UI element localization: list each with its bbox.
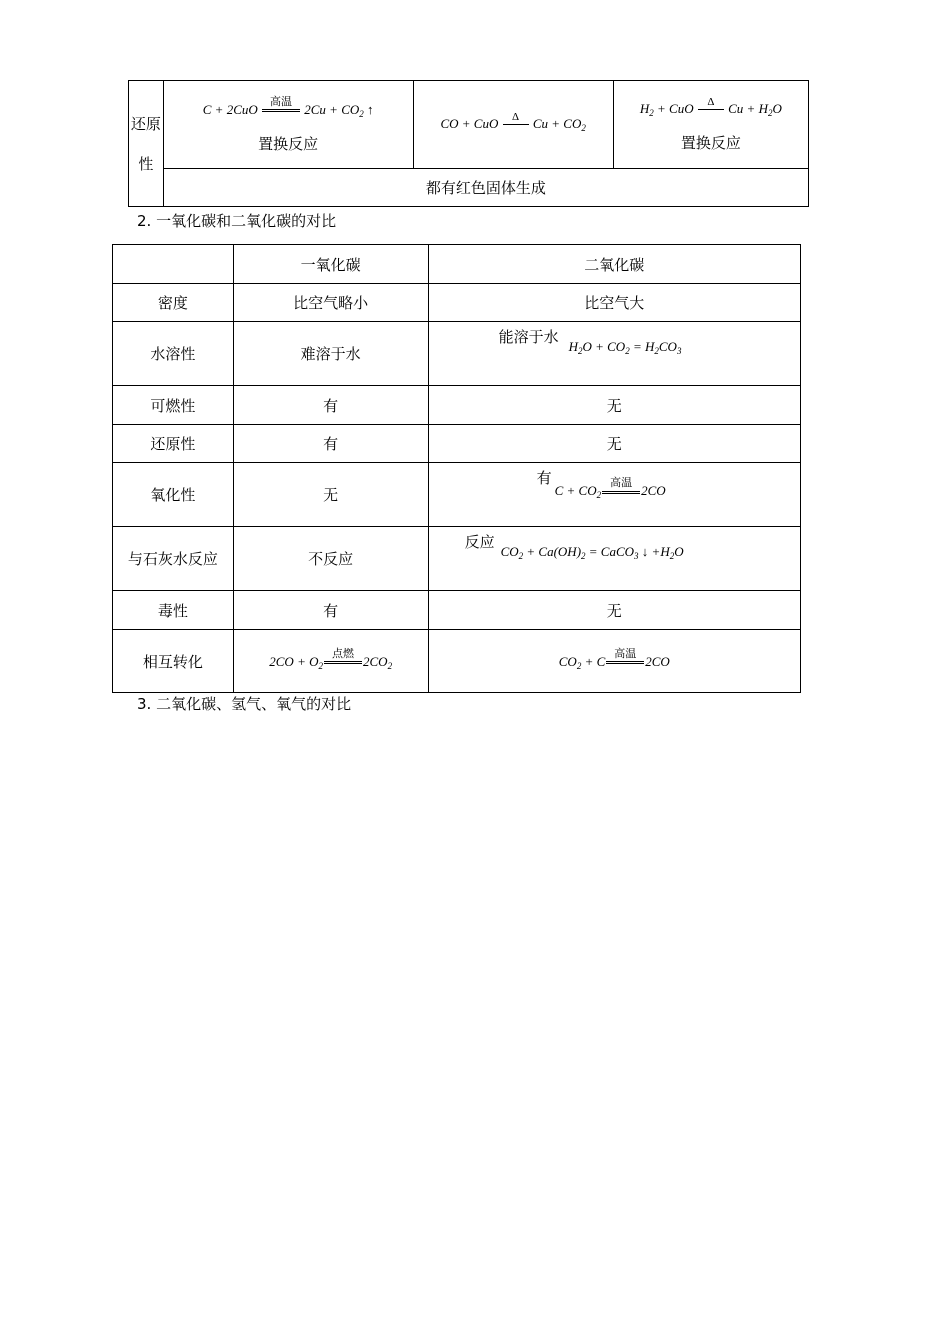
row-label: 相互转化 bbox=[113, 630, 234, 693]
header-co: 一氧化碳 bbox=[233, 245, 428, 284]
co-co2-comparison-table bbox=[112, 244, 801, 693]
equation-co2-water: $H_2O + CO_2 = H_2CO_3$ bbox=[568, 339, 682, 356]
equation-c-cuo: C + 2CuO 高温 $2Cu + CO_2$ ↑ bbox=[202, 94, 374, 119]
cell-co2-text: 反应 bbox=[464, 533, 495, 551]
row-label: 与石灰水反应 bbox=[113, 527, 234, 591]
cell-co2-text: 能溶于水 bbox=[498, 328, 559, 346]
eq-co-cuo-cell bbox=[413, 81, 613, 169]
row-label: 毒性 bbox=[113, 591, 234, 630]
cell-co: 比空气略小 bbox=[233, 284, 428, 322]
cell-co: 不反应 bbox=[233, 527, 428, 591]
row-label: 氧化性 bbox=[113, 463, 234, 527]
equation-limewater: $CO_2 + Ca(OH)_2$ = CaCO$_3$ ↓ $+H_2O$ bbox=[500, 544, 684, 561]
cell-co2: 比空气大 bbox=[428, 284, 800, 322]
cell-co2: 无 bbox=[428, 591, 800, 630]
row-label: 水溶性 bbox=[113, 322, 234, 386]
equation-co-o2: $2CO + O_2$ 点燃 $2CO_2$ bbox=[269, 646, 393, 671]
eq-h2-cuo-cell bbox=[613, 81, 808, 169]
reduction-table bbox=[128, 80, 809, 207]
header-empty bbox=[113, 245, 234, 284]
equation-c-co2: $C + CO_2$ 高温 2CO bbox=[554, 476, 666, 500]
cell-co2-solubility bbox=[428, 322, 800, 386]
section-heading-2: 2. 一氧化碳和二氧化碳的对比 bbox=[137, 212, 337, 230]
cell-co2-text: 有 bbox=[536, 469, 552, 487]
cell-co: 有 bbox=[233, 386, 428, 425]
cell-co: 难溶于水 bbox=[233, 322, 428, 386]
equation-h2-cuo: $H_2$ + CuO Δ $Cu + H_2O$ bbox=[639, 95, 782, 118]
section-heading-3: 3. 二氧化碳、氢气、氧气的对比 bbox=[137, 695, 352, 713]
equation-co2-c: $CO_2 + C$ 高温 2CO bbox=[558, 646, 670, 671]
cell-co2-limewater bbox=[428, 527, 800, 591]
cell-co: 有 bbox=[233, 425, 428, 463]
row-label: 还原性 bbox=[113, 425, 234, 463]
cell-co2: 无 bbox=[428, 386, 800, 425]
reaction-type: 置换反应 bbox=[680, 133, 741, 152]
equation-co-cuo: CO + CuO Δ $Cu + CO_2$ bbox=[440, 111, 586, 133]
row-label: 密度 bbox=[113, 284, 234, 322]
common-observation: 都有红色固体生成 bbox=[163, 169, 808, 207]
cell-co2: 无 bbox=[428, 425, 800, 463]
reaction-type: 置换反应 bbox=[258, 134, 319, 153]
eq-c-cuo-cell bbox=[163, 81, 413, 169]
cell-co2-conversion bbox=[428, 630, 800, 693]
cell-co-conversion bbox=[233, 630, 428, 693]
cell-co2-oxidation bbox=[428, 463, 800, 527]
cell-co: 无 bbox=[233, 463, 428, 527]
row-label-reduction bbox=[129, 81, 164, 207]
row-label: 可燃性 bbox=[113, 386, 234, 425]
header-co2: 二氧化碳 bbox=[428, 245, 800, 284]
row-label-text: 还原性 bbox=[130, 114, 161, 173]
cell-co: 有 bbox=[233, 591, 428, 630]
